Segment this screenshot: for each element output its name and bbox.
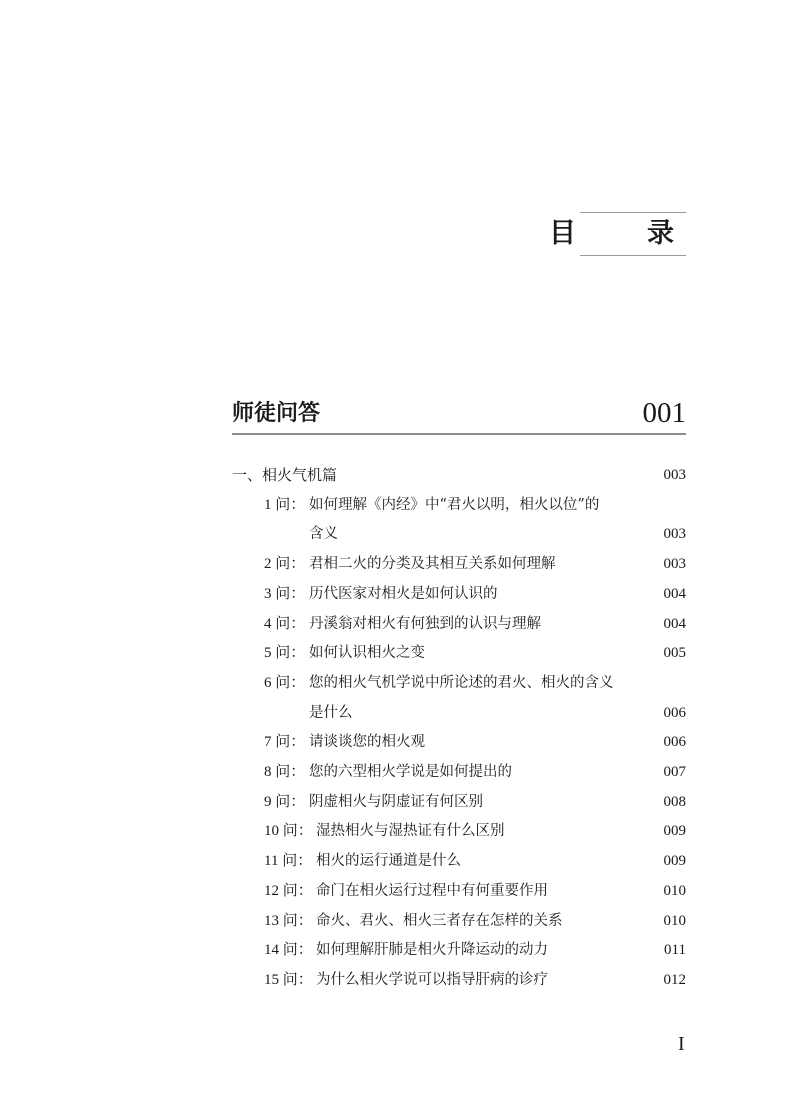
toc-question-page: 006 <box>663 734 686 751</box>
toc-question-row[interactable] <box>232 490 686 520</box>
toc-question-page: 012 <box>663 971 686 988</box>
toc-question-page: 007 <box>663 764 686 780</box>
toc-section-title: 一、相火气机篇 <box>232 466 338 484</box>
toc-question-row[interactable] <box>232 906 686 936</box>
toc-question-page: 005 <box>663 645 686 662</box>
toc-question-text: 历代医家对相火是如何认识的 <box>309 585 498 602</box>
toc-question-page: 006 <box>663 704 686 721</box>
toc-question-page: 009 <box>663 853 686 870</box>
toc-question-number: 10 问： <box>264 823 313 840</box>
toc-question-text: 您的相火气机学说中所论述的君火、相火的含义 <box>309 674 614 691</box>
toc-question-row[interactable] <box>232 549 686 579</box>
toc-question-text-continued: 是什么 <box>309 704 353 721</box>
part-page-number: 001 <box>642 397 686 429</box>
toc-question-number: 9 问： <box>264 793 306 810</box>
toc-question-page: 004 <box>663 585 686 602</box>
toc-question-number: 14 问： <box>264 942 313 959</box>
page-title-box <box>549 212 696 256</box>
toc-question-number: 7 问： <box>264 734 306 751</box>
toc-question-text: 命门在相火运行过程中有何重要作用 <box>316 882 548 899</box>
toc-question-continuation[interactable] <box>232 698 686 728</box>
page-folio: I <box>678 1033 685 1055</box>
toc-question-row[interactable] <box>232 757 686 787</box>
toc-question-page: 011 <box>664 942 686 959</box>
toc-question-text: 如何认识相火之变 <box>309 645 425 662</box>
toc-question-page: 010 <box>663 882 686 899</box>
toc-question-row[interactable] <box>232 876 686 906</box>
toc-question-text: 相火的运行通道是什么 <box>316 853 461 870</box>
toc-question-number: 15 问： <box>264 971 313 988</box>
toc-question-number: 8 问： <box>264 764 306 780</box>
toc-section-row[interactable] <box>232 460 686 490</box>
toc-question-text: 阴虚相火与阴虚证有何区别 <box>309 793 483 810</box>
part-header <box>232 397 686 435</box>
toc-question-text: 丹溪翁对相火有何独到的认识与理解 <box>309 615 541 632</box>
toc-section-page: 003 <box>663 467 686 483</box>
toc-question-text: 如何理解《内经》中“君火以明，相火以位”的 <box>309 496 600 513</box>
toc-question-number: 2 问： <box>264 556 306 573</box>
toc-question-number: 3 问： <box>264 585 306 602</box>
toc-question-page: 003 <box>663 526 686 543</box>
toc-question-page: 009 <box>663 823 686 840</box>
toc-question-number: 6 问： <box>264 674 306 691</box>
toc-question-text: 请谈谈您的相火观 <box>309 734 425 751</box>
toc-question-text: 君相二火的分类及其相互关系如何理解 <box>309 556 556 573</box>
page-title: 目 录 <box>549 218 696 249</box>
toc-question-text: 为什么相火学说可以指导肝病的诊疗 <box>316 971 548 988</box>
toc-question-continuation[interactable] <box>232 519 686 549</box>
toc-question-page: 008 <box>663 793 686 810</box>
toc-question-text-continued: 含义 <box>309 526 338 543</box>
toc-question-number: 11 问： <box>264 853 313 870</box>
toc-question-text: 湿热相火与湿热证有什么区别 <box>316 823 505 840</box>
toc-question-row[interactable] <box>232 965 686 995</box>
toc-question-text: 您的六型相火学说是如何提出的 <box>309 764 512 780</box>
toc-question-number: 4 问： <box>264 615 306 632</box>
toc-question-row[interactable] <box>232 846 686 876</box>
toc-question-page: 004 <box>663 615 686 632</box>
toc-question-text: 如何理解肝肺是相火升降运动的动力 <box>316 942 548 959</box>
part-title: 师徒问答 <box>232 401 321 426</box>
toc-question-row[interactable] <box>232 935 686 965</box>
toc-question-number: 12 问： <box>264 882 313 899</box>
toc-question-row[interactable] <box>232 787 686 817</box>
toc-question-number: 1 问： <box>264 496 306 513</box>
toc-question-number: 13 问： <box>264 912 313 929</box>
toc-question-row[interactable] <box>232 668 686 698</box>
toc-question-row[interactable] <box>232 609 686 639</box>
toc-question-row[interactable] <box>232 638 686 668</box>
toc-question-text: 命火、君火、相火三者存在怎样的关系 <box>316 912 563 929</box>
toc-question-page: 003 <box>663 556 686 573</box>
toc-question-row[interactable] <box>232 816 686 846</box>
toc-question-row[interactable] <box>232 727 686 757</box>
toc-question-row[interactable] <box>232 579 686 609</box>
toc-question-number: 5 问： <box>264 645 306 662</box>
toc-question-page: 010 <box>663 912 686 929</box>
